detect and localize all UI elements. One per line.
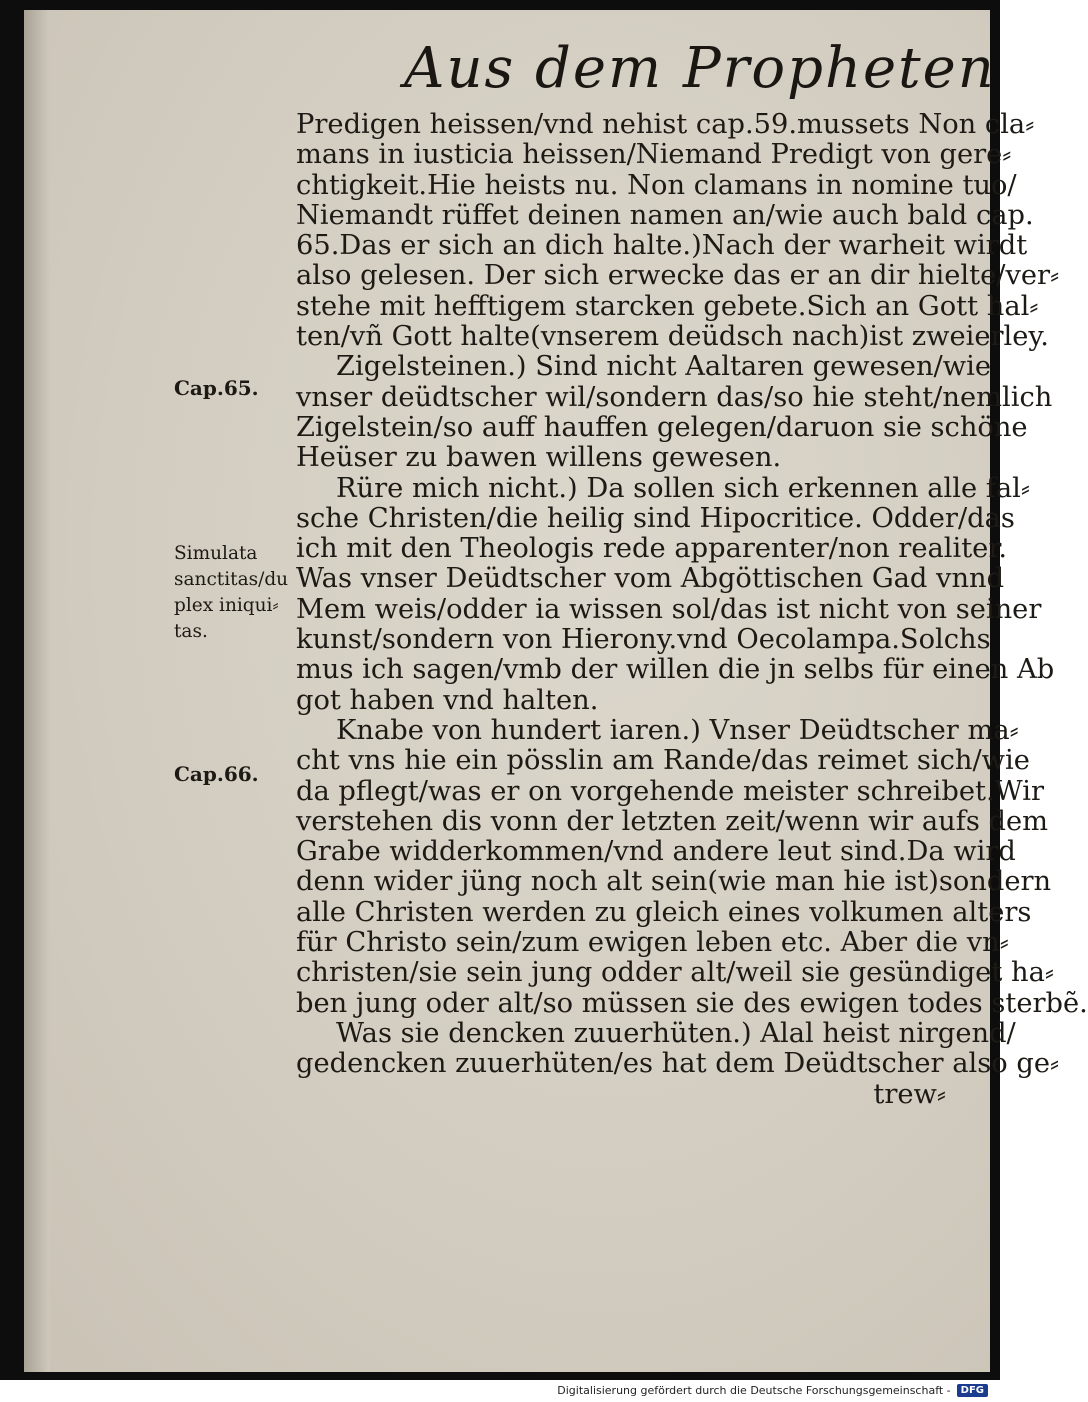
- body-text: [296, 109, 1088, 1110]
- text-line: ten/vñ Gott halte(vnserem deüdsch nach)ist zweierley.: [296, 321, 1049, 353]
- text-line: ich mit den Theologis rede apparenter/non realiter.: [296, 533, 1008, 565]
- text-line: kunst/sondern von Hierony.vnd Oecolampa.Solchs: [296, 624, 991, 656]
- text-line: da pflegt/was er on vorgehende meister schreibet.Wir: [296, 775, 1045, 807]
- text-line: denn wider jüng noch alt sein(wie man hie ist)sondern: [296, 866, 1052, 898]
- text-line: cht vns hie ein pösslin am Rande/das reimet sich/wie: [296, 745, 1030, 777]
- text-line: sche Christen/die heilig sind Hipocritice. Odder/das: [296, 502, 1015, 534]
- text-line: Niemandt rüffet deinen namen an/wie auch bald cap.: [296, 199, 1034, 231]
- text-line: Mem weis/odder ia wissen sol/das ist nicht von seiner: [296, 593, 1042, 625]
- margin-gloss-line-4: tas.: [174, 621, 208, 642]
- dfg-logo: DFG: [957, 1384, 988, 1397]
- text-line: Was vnser Deüdtscher vom Abgöttischen Gad vnnd: [296, 563, 1005, 595]
- text-line: verstehen dis vonn der letzten zeit/wenn wir aufs dem: [296, 805, 1049, 837]
- text-line: Grabe widderkommen/vnd andere leut sind.Da wird: [296, 836, 1016, 868]
- text-line: Heüser zu bawen willens gewesen.: [296, 442, 782, 474]
- margin-note-cap65: Cap.65.: [174, 376, 259, 400]
- text-line: Zigelstein/so auff hauffen gelegen/daruon sie schöne: [296, 411, 1028, 443]
- book-page: [24, 10, 1088, 1372]
- margin-gloss-line-3: plex iniqui⸗: [174, 595, 279, 616]
- text-line: 65.Das er sich an dich halte.)Nach der warheit wirdt: [296, 230, 1028, 262]
- funding-text: Digitalisierung gefördert durch die Deutsche Forschungsgemeinschaft -: [557, 1384, 951, 1397]
- page-gutter: [24, 10, 50, 1372]
- text-line: also gelesen. Der sich erwecke das er an dir hielte/ver⸗: [296, 260, 1060, 292]
- text-line: chtigkeit.Hie heists nu. Non clamans in nomine tuo/: [296, 169, 1017, 201]
- text-line: ben jung oder alt/so müssen sie des ewigen todes sterbẽ.: [296, 987, 1088, 1019]
- catchword: trew⸗: [873, 1078, 946, 1110]
- text-line: alle Christen werden zu gleich eines volkumen alters: [296, 896, 1032, 928]
- text-line: mus ich sagen/vmb der willen die jn selbs für einen Ab: [296, 654, 1055, 686]
- text-line: gedencken zuuerhüten/es hat dem Deüdtscher also ge⸗: [296, 1048, 1060, 1080]
- text-line: Zigelsteinen.) Sind nicht Aaltaren gewesen/wie: [336, 351, 991, 383]
- margin-gloss-line-1: Simulata: [174, 543, 258, 564]
- text-line: für Christo sein/zum ewigen leben etc. Aber die vn⸗: [296, 927, 1009, 959]
- text-line: Predigen heissen/vnd nehist cap.59.mussets Non cla⸗: [296, 109, 1035, 140]
- text-line: stehe mit hefftigem starcken gebete.Sich an Gott hal⸗: [296, 290, 1039, 322]
- text-line: Was sie dencken zuuerhüten.) Alal heist nirgend/: [336, 1017, 1016, 1049]
- margin-gloss-line-2: sanctitas/du: [174, 569, 289, 590]
- funding-footer: [557, 1384, 988, 1397]
- page-heading: Aus dem Propheten: [404, 36, 996, 101]
- text-line: Rüre mich nicht.) Da sollen sich erkennen alle fal⸗: [336, 472, 1030, 504]
- text-line: vnser deüdtscher wil/sondern das/so hie steht/nemlich: [296, 381, 1053, 413]
- text-line: christen/sie sein jung odder alt/weil sie gesündiget ha⸗: [296, 957, 1054, 989]
- text-line: Knabe von hundert iaren.) Vnser Deüdtscher ma⸗: [336, 714, 1019, 746]
- text-line: mans in iusticia heissen/Niemand Predigt von gere⸗: [296, 139, 1012, 171]
- margin-note-cap66: Cap.66.: [174, 762, 259, 786]
- text-line: got haben vnd halten.: [296, 684, 599, 716]
